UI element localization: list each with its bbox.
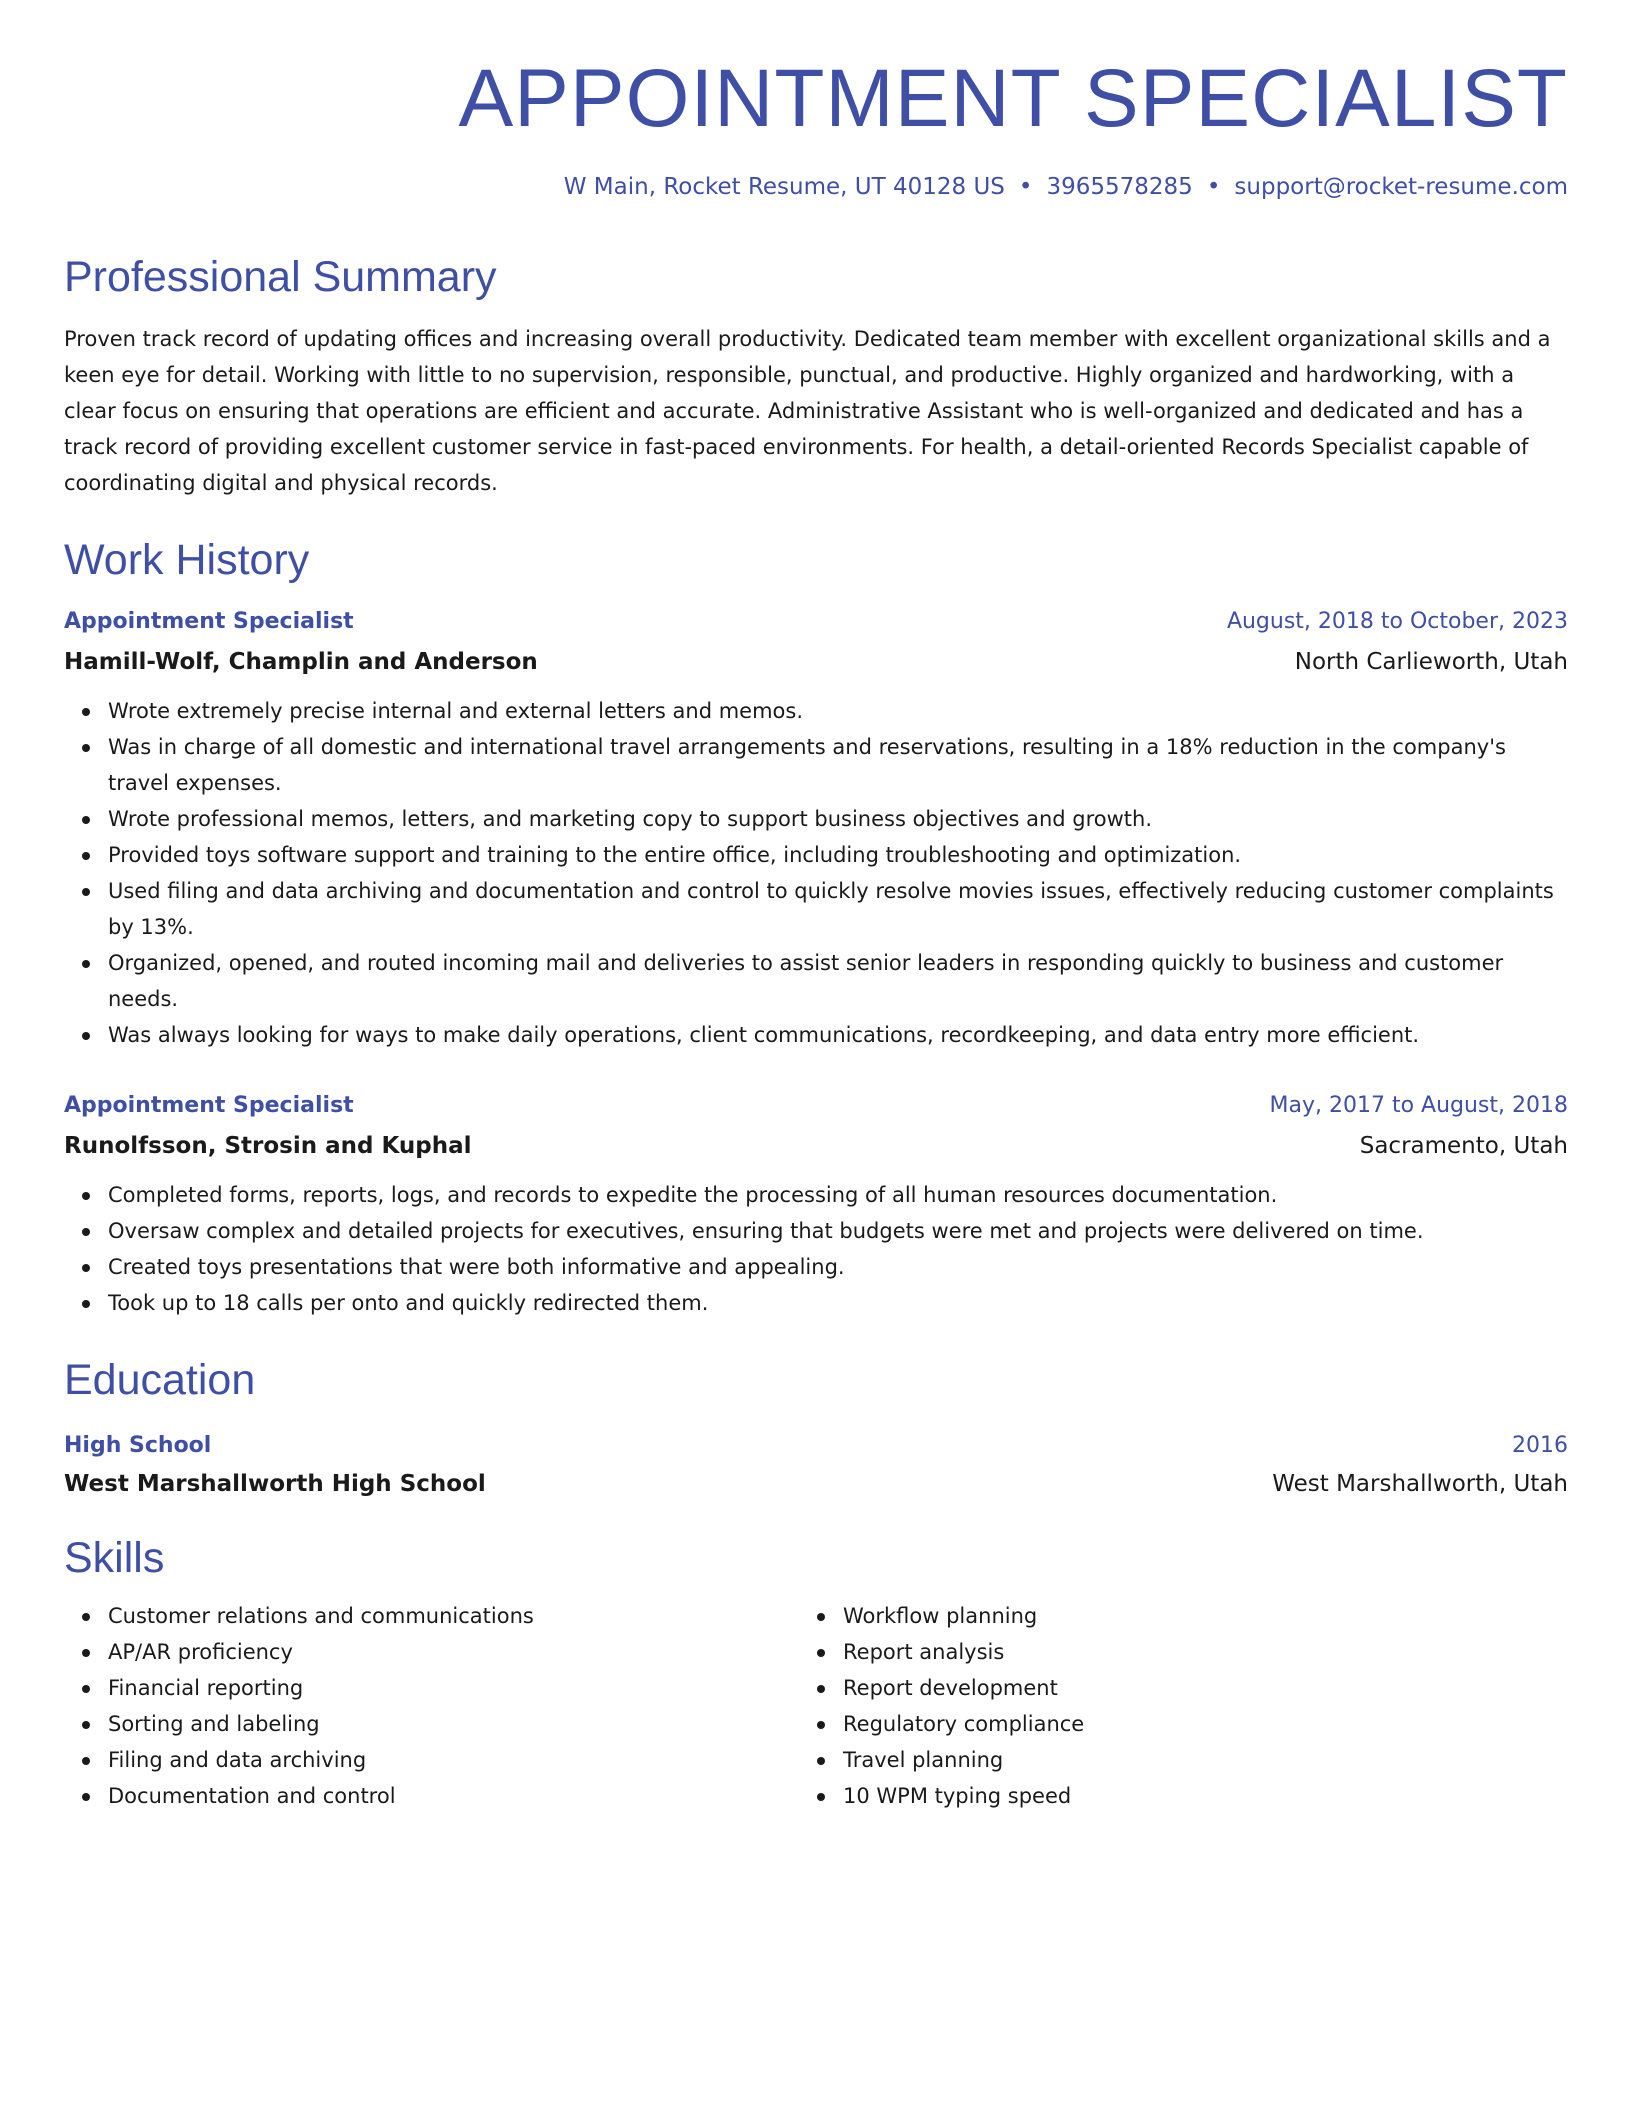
skill-item: Report analysis xyxy=(843,1634,1534,1670)
work-history-section xyxy=(64,535,1568,1321)
job-bullet: Oversaw complex and detailed projects for executives, ensuring that budgets were met and projects were delivered on time. xyxy=(108,1213,1568,1249)
education-section xyxy=(64,1355,1568,1499)
skill-item: 10 WPM typing speed xyxy=(843,1778,1534,1814)
summary-heading: Professional Summary xyxy=(64,252,497,301)
job-location: Sacramento, Utah xyxy=(1359,1133,1568,1160)
skill-item: Filing and data archiving xyxy=(108,1742,799,1778)
work-history-heading: Work History xyxy=(64,536,310,585)
skills-column-right xyxy=(799,1598,1534,1814)
summary-text: Proven track record of updating offices and increasing overall productivity. Dedicated team member with excellent organizational skills and a keen eye for detail. Working with little to no supervision, responsible, punctual, and productive. Highly organized and hardworking, with a clear focus on ensuring that operations are efficient and accurate. Administrative Assistant who is well-organized and dedicated and has a track record of providing excellent customer service in fast-paced environments. For health, a detail-oriented Records Specialist capable of coordinating digital and physical records. xyxy=(64,327,1551,496)
job-dates: August, 2018 to October, 2023 xyxy=(1226,609,1568,635)
job-entry xyxy=(64,1091,1568,1321)
job-title: Appointment Specialist xyxy=(64,1093,354,1119)
job-bullet: Completed forms, reports, logs, and records to expedite the processing of all human resources documentation. xyxy=(108,1177,1568,1213)
contact-line xyxy=(64,174,1568,202)
job-bullet: Wrote extremely precise internal and external letters and memos. xyxy=(108,693,1568,729)
skill-item: Sorting and labeling xyxy=(108,1706,799,1742)
education-degree: High School xyxy=(64,1432,212,1458)
candidate-name: APPOINTMENT SPECIALIST xyxy=(458,53,1568,144)
skill-item: Financial reporting xyxy=(108,1670,799,1706)
skill-item: Workflow planning xyxy=(843,1598,1534,1634)
job-employer: Runolfsson, Strosin and Kuphal xyxy=(64,1133,472,1160)
job-employer: Hamill-Wolf, Champlin and Anderson xyxy=(64,649,538,676)
skills-section xyxy=(64,1533,1568,1815)
job-bullet: Was in charge of all domestic and international travel arrangements and reservations, resulting in a 18% reduction in the company's travel expenses. xyxy=(108,729,1568,801)
job-bullets xyxy=(64,693,1568,1053)
skill-item: Regulatory compliance xyxy=(843,1706,1534,1742)
skill-item: Documentation and control xyxy=(108,1778,799,1814)
job-bullet: Organized, opened, and routed incoming mail and deliveries to assist senior leaders in responding quickly to business and customer needs. xyxy=(108,945,1568,1017)
job-entry xyxy=(64,607,1568,1053)
skill-item: Travel planning xyxy=(843,1742,1534,1778)
education-school: West Marshallworth High School xyxy=(64,1470,486,1497)
skills-list xyxy=(799,1598,1534,1814)
job-title: Appointment Specialist xyxy=(64,609,354,635)
skill-item: AP/AR proficiency xyxy=(108,1634,799,1670)
contact-separator: • xyxy=(1206,174,1221,201)
job-bullet: Was always looking for ways to make daily operations, client communications, recordkeeping, and data entry more efficient. xyxy=(108,1017,1568,1053)
education-entry xyxy=(64,1431,1568,1499)
job-dates: May, 2017 to August, 2018 xyxy=(1269,1093,1568,1119)
contact-address: W Main, Rocket Resume, UT 40128 US xyxy=(563,174,1005,201)
skills-heading: Skills xyxy=(64,1533,165,1582)
skill-item: Customer relations and communications xyxy=(108,1598,799,1634)
skills-grid xyxy=(64,1598,1568,1814)
contact-email: support@rocket-resume.com xyxy=(1234,174,1568,201)
job-bullet: Created toys presentations that were both informative and appealing. xyxy=(108,1249,1568,1285)
job-bullet: Took up to 18 calls per onto and quickly redirected them. xyxy=(108,1285,1568,1321)
job-bullets xyxy=(64,1177,1568,1321)
professional-summary-section xyxy=(64,252,1568,502)
contact-phone: 3965578285 xyxy=(1046,174,1193,201)
job-bullet: Used filing and data archiving and documentation and control to quickly resolve movies issues, effectively reducing customer complaints by 13%. xyxy=(108,873,1568,945)
skills-list xyxy=(64,1598,799,1814)
skills-column-left xyxy=(64,1598,799,1814)
education-location: West Marshallworth, Utah xyxy=(1272,1470,1568,1497)
skill-item: Report development xyxy=(843,1670,1534,1706)
education-heading: Education xyxy=(64,1356,256,1405)
job-bullet: Provided toys software support and training to the entire office, including troubleshooting and optimization. xyxy=(108,837,1568,873)
contact-separator: • xyxy=(1018,174,1033,201)
job-bullet: Wrote professional memos, letters, and marketing copy to support business objectives and growth. xyxy=(108,801,1568,837)
job-location: North Carlieworth, Utah xyxy=(1294,649,1568,676)
education-year: 2016 xyxy=(1512,1432,1568,1458)
